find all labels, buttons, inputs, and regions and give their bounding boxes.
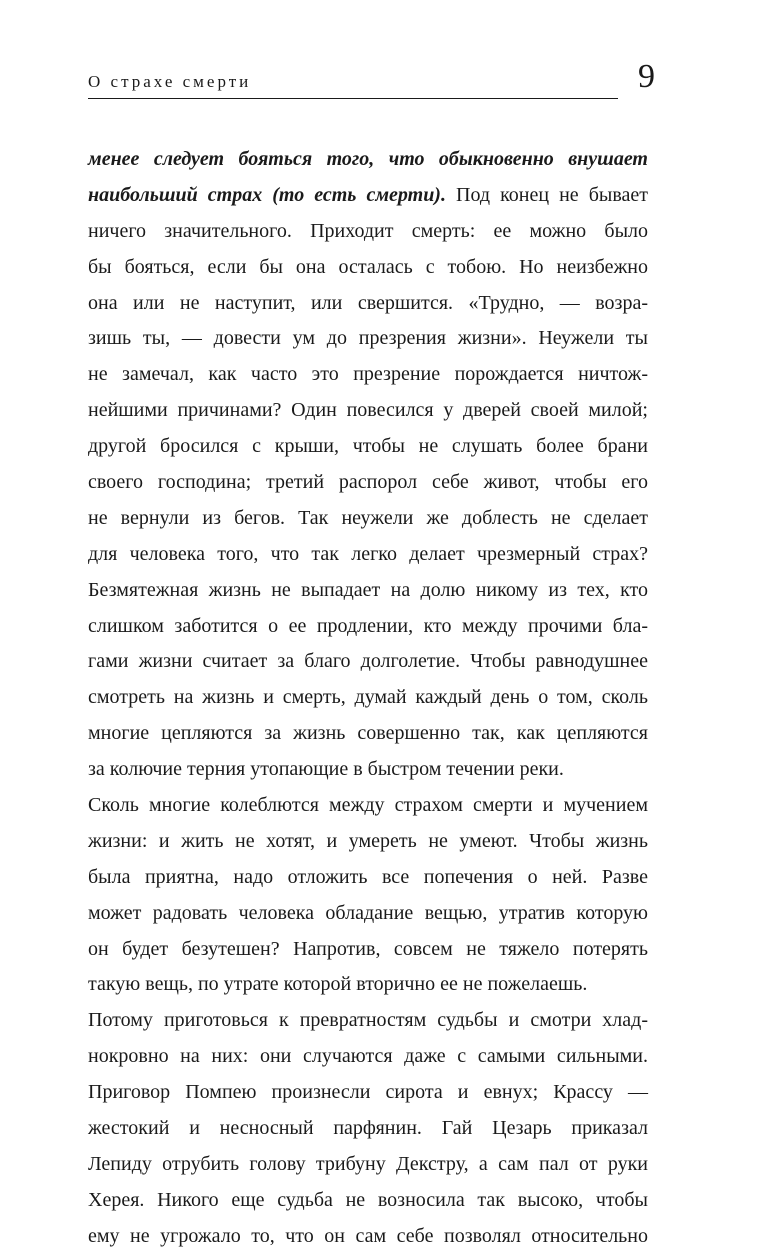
text-line: не замечал, как часто это презрение порождается ничтож- (88, 363, 648, 386)
text-line: многие цепляются за жизнь совершенно так, как цепляются (88, 722, 648, 745)
text-line: для человека того, что так легко делает чрезмерный страх? (88, 542, 648, 565)
text-line: за колючие терния утопающие в быстром течении реки. (88, 758, 564, 781)
running-title: О страхе смерти (88, 72, 252, 91)
text-line: Безмятежная жизнь не выпадает на долю никому из тех, кто (88, 578, 648, 601)
text-line: Сколь многие колеблются между страхом смерти и мучением (88, 794, 648, 817)
text-line: он будет безутешен? Напротив, совсем не тяжело потерять (88, 937, 648, 960)
text-line: жестокий и несносный парфянин. Гай Цезарь приказал (88, 1117, 648, 1140)
text-line: зишь ты, — довести ум до презрения жизни». Неужели ты (88, 327, 648, 350)
text-line: Потому приготовься к превратностям судьбы и смотри хлад- (88, 1009, 648, 1032)
text-line: нокровно на них: они случаются даже с самыми сильными. (88, 1045, 648, 1068)
emphasized-text: наибольший страх (то есть смерти). (88, 183, 446, 206)
text-line: такую вещь, по утрате которой вторично ее не пожелаешь. (88, 973, 588, 996)
text-line: другой бросился с крыши, чтобы не слушать более брани (88, 435, 648, 458)
text-line: Лепиду отрубить голову трибуну Декстру, а сам пал от руки (88, 1152, 648, 1175)
text-line: смотреть на жизнь и смерть, думай каждый день о том, сколь (88, 686, 648, 709)
text-segment: Под конец не бывает (445, 183, 648, 206)
text-line: жизни: и жить не хотят, и умереть не умеют. Чтобы жизнь (88, 829, 648, 852)
text-line: может радовать человека обладание вещью, утратив которую (88, 901, 648, 924)
text-line: гами жизни считает за благо долголетие. Чтобы равнодушнее (88, 650, 648, 673)
text-line: была приятна, надо отложить все попечения о ней. Разве (88, 865, 648, 888)
text-line: бы бояться, если бы она осталась с тобою. Но неизбежно (88, 255, 648, 278)
text-line: не вернули из бегов. Так неужели же доблесть не сделает (88, 506, 648, 529)
text-line: Херея. Никого еще судьба не возносила так высоко, чтобы (88, 1188, 648, 1211)
text-line: Приговор Помпею произнесли сирота и евнух; Крассу — (88, 1081, 648, 1104)
body-text (88, 142, 648, 1255)
running-head (88, 68, 618, 99)
text-line: своего господина; третий распорол себе живот, чтобы его (88, 471, 648, 494)
text-line: ему не угрожало то, что он сам себе позволял относительно (88, 1224, 648, 1247)
text-line: нейшими причинами? Один повесился у дверей своей милой; (88, 399, 648, 422)
text-line: ничего значительного. Приходит смерть: ее можно было (88, 219, 648, 242)
page-number: 9 (638, 58, 655, 95)
text-line: слишком заботится о ее продлении, кто между прочими бла- (88, 614, 648, 637)
text-line (88, 178, 648, 214)
text-line: менее следует бояться того, что обыкновенно внушает (88, 148, 648, 170)
text-line: она или не наступит, или свершится. «Трудно, — возра- (88, 291, 648, 314)
